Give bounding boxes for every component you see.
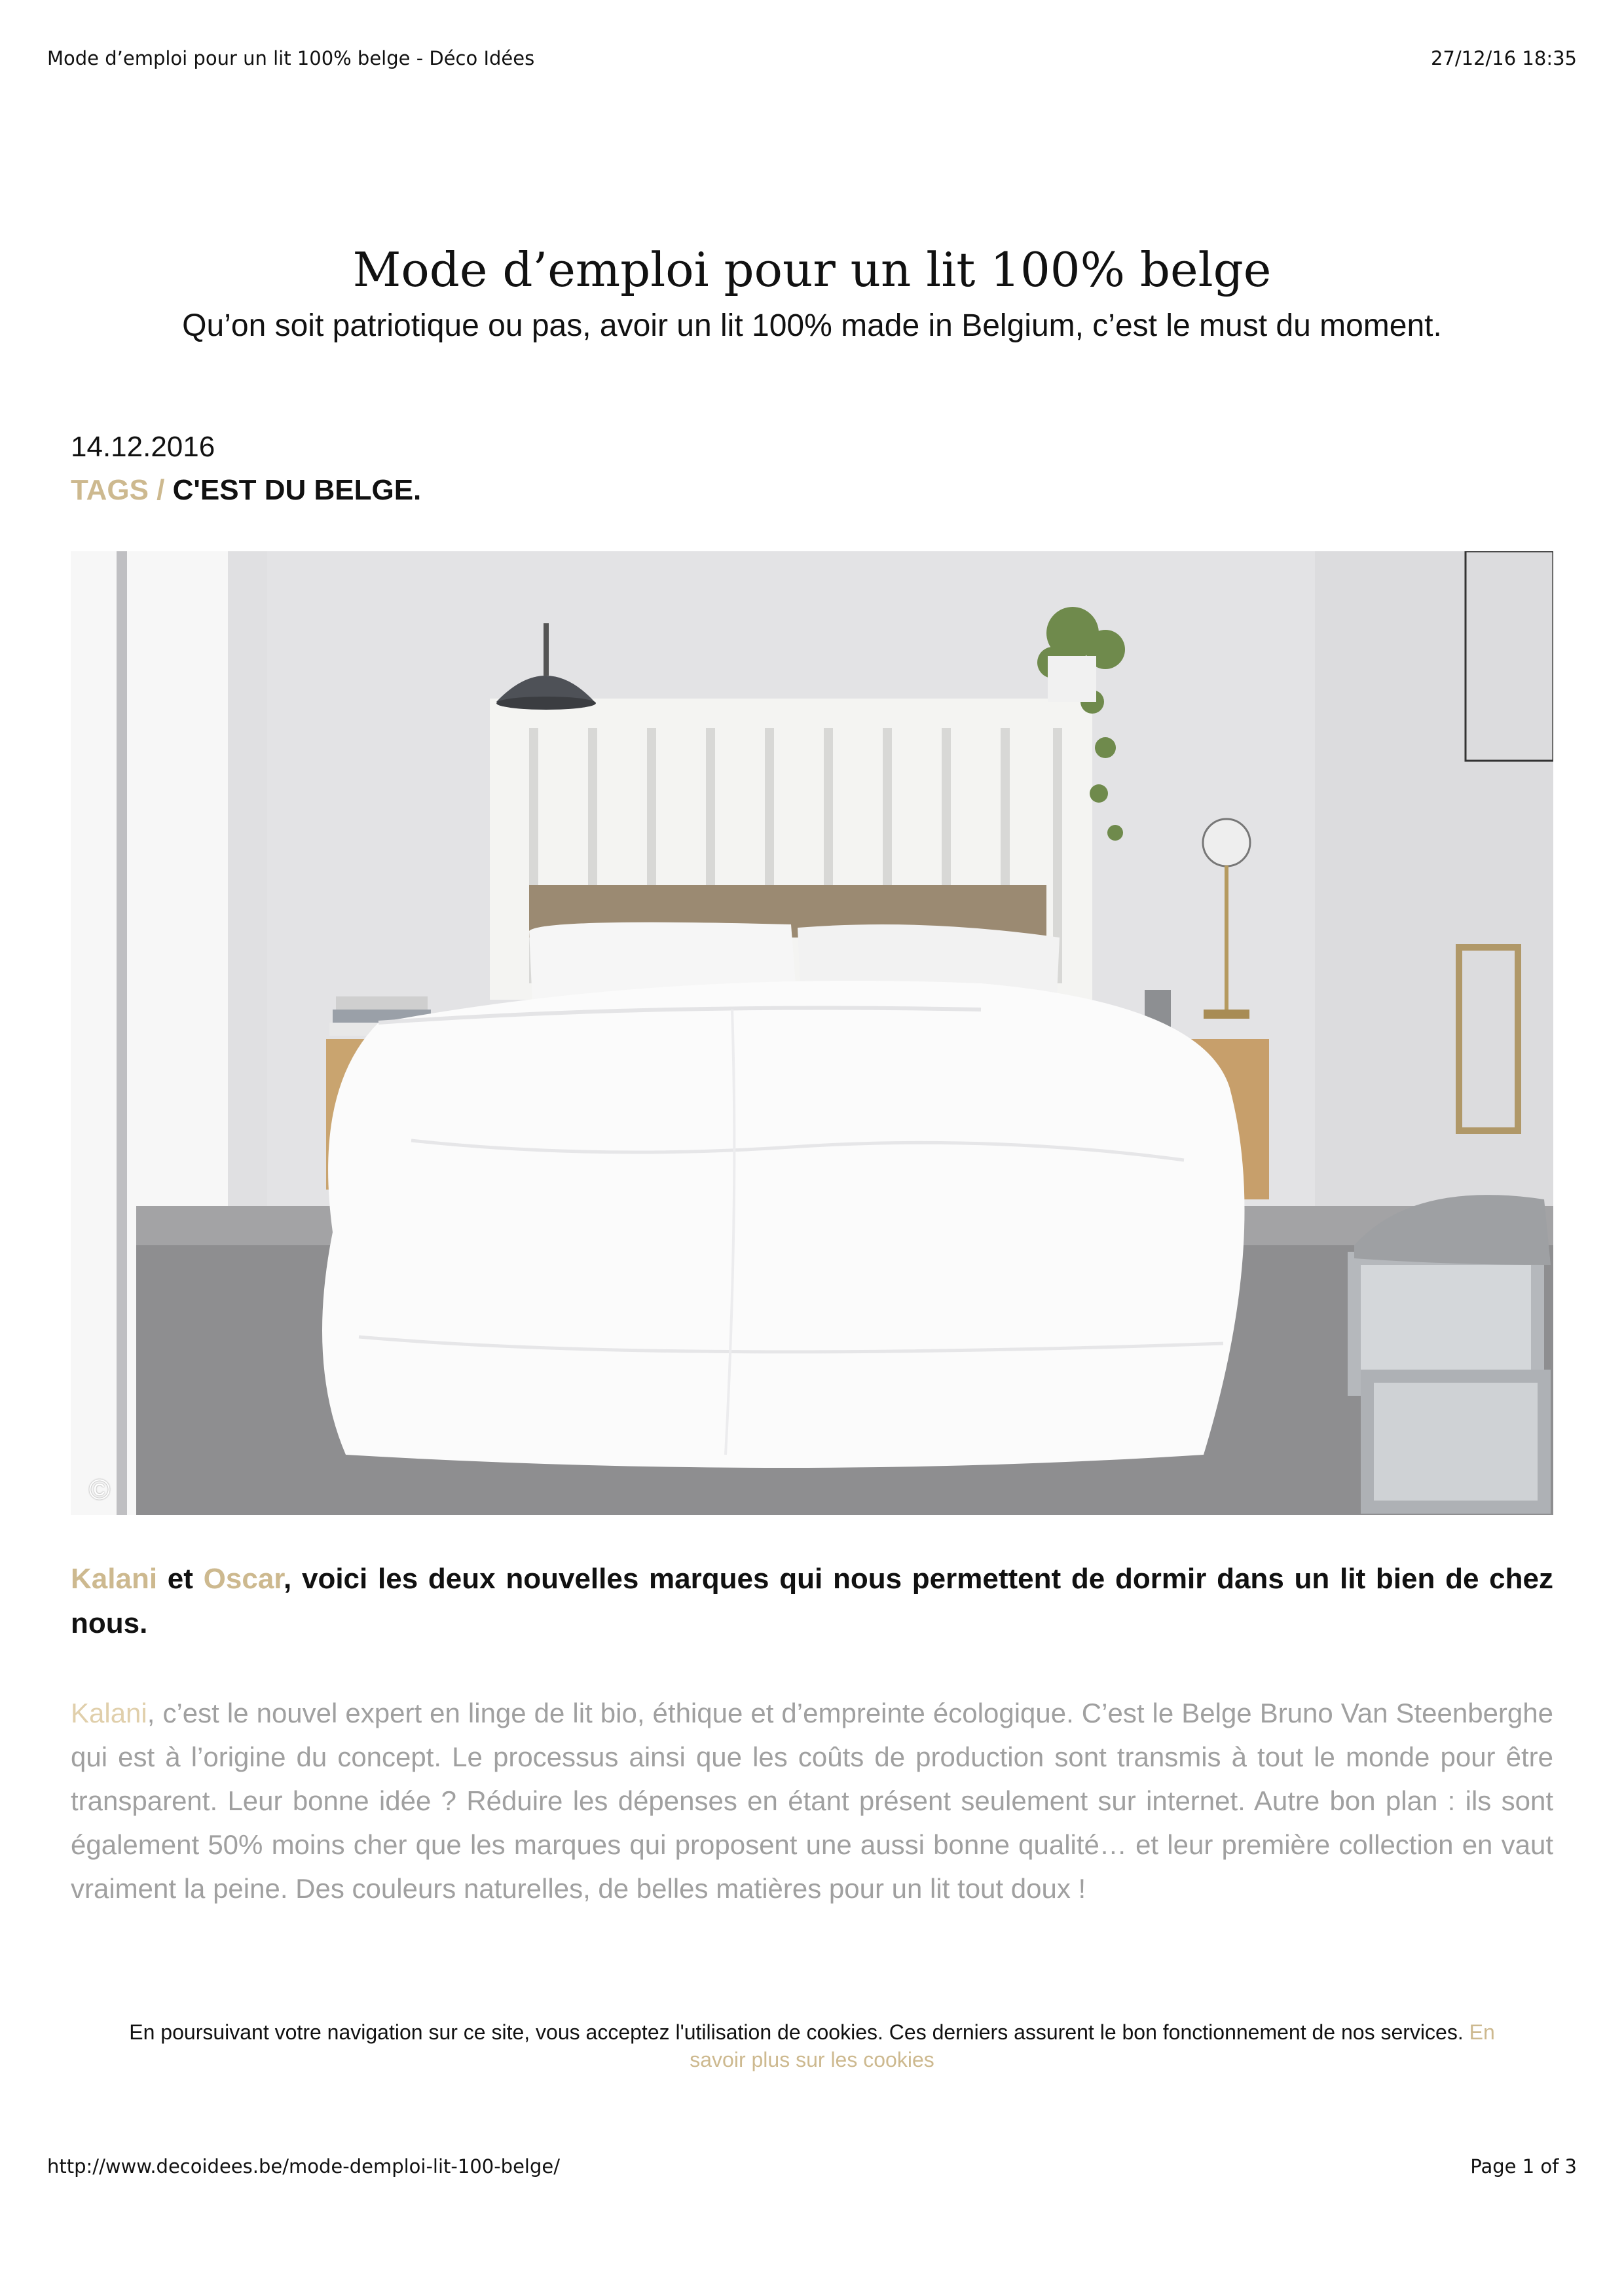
hero-image: [71, 551, 1553, 1515]
article-subtitle: Qu’on soit patriotique ou pas, avoir un lit 100% made in Belgium, c’est le must du moment.: [182, 308, 1442, 343]
cookie-text: En poursuivant votre navigation sur ce site, vous acceptez l'utilisation de cookies. Ces derniers assurent le bon fonctionnement de nos services.: [129, 2020, 1464, 2044]
bedroom-illustration: [71, 551, 1553, 1515]
oscar-link[interactable]: Oscar: [203, 1563, 284, 1595]
print-header-datetime: 27/12/16 18:35: [1430, 47, 1577, 69]
copyright-icon: ©: [88, 1474, 111, 1506]
publication-date: 14.12.2016: [71, 431, 215, 463]
paragraph-text: , c’est le nouvel expert en linge de lit bio, éthique et d’empreinte écologique. C’est le Belge Bruno Van Steenberghe qui est à l’origine du concept. Le processus ainsi que les coûts de production sont transmis à tout le monde pour être transparent. Leur bonne idée ? Réduire les dépenses en étant présent seulement sur internet. Autre bon plan : ils sont également 50% moins cher que les marques qui proposent une aussi bonne qualité… et leur première collection en vaut vraiment la peine. Des couleurs naturelles, de belles matières pour un lit tout doux !: [71, 1698, 1553, 1904]
cookie-notice: [111, 2018, 1513, 2073]
intro-conjunction: et: [167, 1563, 193, 1595]
tags-line: [71, 474, 421, 507]
kalani-link[interactable]: Kalani: [71, 1563, 158, 1595]
print-footer-url: http://www.decoidees.be/mode-demploi-lit-100-belge/: [47, 2155, 561, 2178]
tags-label: TAGS /: [71, 474, 165, 506]
print-footer-page: Page 1 of 3: [1470, 2155, 1577, 2178]
tag-link[interactable]: C'EST DU BELGE.: [172, 474, 422, 506]
intro-text: , voici les deux nouvelles marques qui nous permettent de dormir dans un lit bien de chez nous.: [71, 1563, 1553, 1639]
cookie-more-link[interactable]: En savoir plus sur les cookies: [690, 2020, 1495, 2071]
article-intro: [71, 1557, 1553, 1646]
article-paragraph: [71, 1691, 1553, 1910]
print-header-title: Mode d’emploi pour un lit 100% belge - Déco Idées: [47, 47, 535, 69]
kalani-paragraph-link[interactable]: Kalani: [71, 1698, 147, 1728]
article-title: Mode d’emploi pour un lit 100% belge: [352, 242, 1272, 297]
